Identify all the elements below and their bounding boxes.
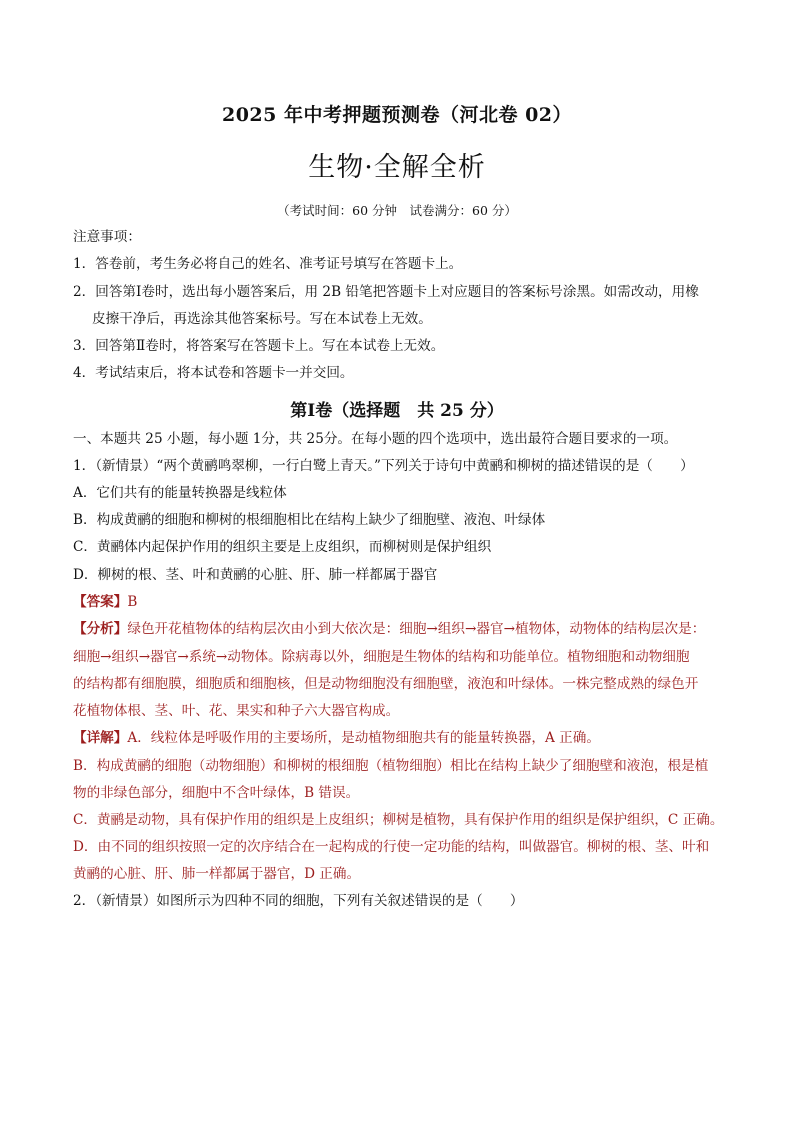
- question-1-option-c: C．黄鹂体内起保护作用的组织主要是上皮组织，而柳树则是保护组织: [73, 539, 492, 555]
- analysis-tag: 【分析】: [73, 621, 128, 637]
- answer-tag: 【答案】: [73, 594, 128, 610]
- detail-tag: 【详解】: [73, 730, 128, 746]
- analysis-text-1: 绿色开花植物体的结构层次由小到大依次是：细胞→组织→器官→植物体，动物体的结构层次是：: [127, 621, 706, 637]
- detail-text-6: 黄鹂的心脏、肝、肺一样都属于器官，D 正确。: [73, 866, 361, 882]
- detail-text-5: D．由不同的组织按照一定的次序结合在一起构成的行使一定功能的结构，叫做器官。柳树的根、茎、叶和: [73, 839, 710, 855]
- analysis-text-4: 花植物体根、茎、叶、花、果实和种子六大器官构成。: [73, 703, 400, 719]
- note-item-2: 2．回答第Ⅰ卷时，选出每小题答案后，用 2B 铅笔把答题卡上对应题目的答案标号涂黑。如需改动，用橡: [73, 284, 699, 300]
- question-1-option-a: A．它们共有的能量转换器是线粒体: [73, 485, 287, 501]
- subject-subtitle: 生物·全解全析: [308, 152, 486, 183]
- answer-line: [73, 593, 137, 611]
- note-item-2-continued: 皮擦干净后，再选涂其他答案标号。写在本试卷上无效。: [92, 311, 432, 327]
- section-title: 第Ⅰ卷（选择题 共 25 分）: [290, 401, 504, 421]
- exam-time-info: （考试时间：60 分钟 试卷满分：60 分）: [277, 203, 517, 218]
- analysis-line-1: [73, 620, 705, 638]
- detail-text-3: 物的非绿色部分，细胞中不含叶绿体，B 错误。: [73, 785, 360, 801]
- note-item-1: 1．答卷前，考生务必将自己的姓名、准考证号填写在答题卡上。: [73, 256, 463, 272]
- question-2-stem: 2．（新情景）如图所示为四种不同的细胞，下列有关叙述错误的是（ ）: [73, 893, 524, 909]
- section-instruction: 一、本题共 25 小题，每小题 1分，共 25分。在每小题的四个选项中，选出最符合题目要求的一项。: [73, 431, 678, 447]
- detail-text-1: A．线粒体是呼吸作用的主要场所，是动植物细胞共有的能量转换器，A 正确。: [127, 730, 600, 746]
- analysis-text-2: 细胞→组织→器官→系统→动物体。除病毒以外，细胞是生物体的结构和功能单位。植物细胞和动物细胞: [73, 649, 690, 665]
- note-item-4: 4．考试结束后，将本试卷和答题卡一并交回。: [73, 365, 354, 381]
- question-1-option-d: D．柳树的根、茎、叶和黄鹂的心脏、肝、肺一样都属于器官: [73, 567, 438, 583]
- exam-title: 2025 年中考押题预测卷（河北卷 02）: [221, 104, 573, 126]
- detail-text-4: C．黄鹂是动物，具有保护作用的组织是上皮组织；柳树是植物，具有保护作用的组织是保护组织，C 正确。: [73, 812, 724, 828]
- question-1-stem: 1．（新情景）“两个黄鹂鸣翠柳，一行白鹭上青天。”下列关于诗句中黄鹂和柳树的描述错误的是（ ）: [73, 458, 694, 474]
- question-1-option-b: B．构成黄鹂的细胞和柳树的根细胞相比在结构上缺少了细胞壁、液泡、叶绿体: [73, 512, 546, 528]
- notes-heading: 注意事项：: [73, 229, 141, 245]
- detail-text-2: B．构成黄鹂的细胞（动物细胞）和柳树的根细胞（植物细胞）相比在结构上缺少了细胞壁和液泡，根是植: [73, 758, 709, 774]
- analysis-text-3: 的结构都有细胞膜，细胞质和细胞核，但是动物细胞没有细胞壁，液泡和叶绿体。一株完整成熟的绿色开: [73, 676, 699, 692]
- note-item-3: 3．回答第Ⅱ卷时，将答案写在答题卡上。写在本试卷上无效。: [73, 338, 445, 354]
- answer-value: B: [127, 594, 138, 610]
- detail-line-1: [73, 729, 600, 747]
